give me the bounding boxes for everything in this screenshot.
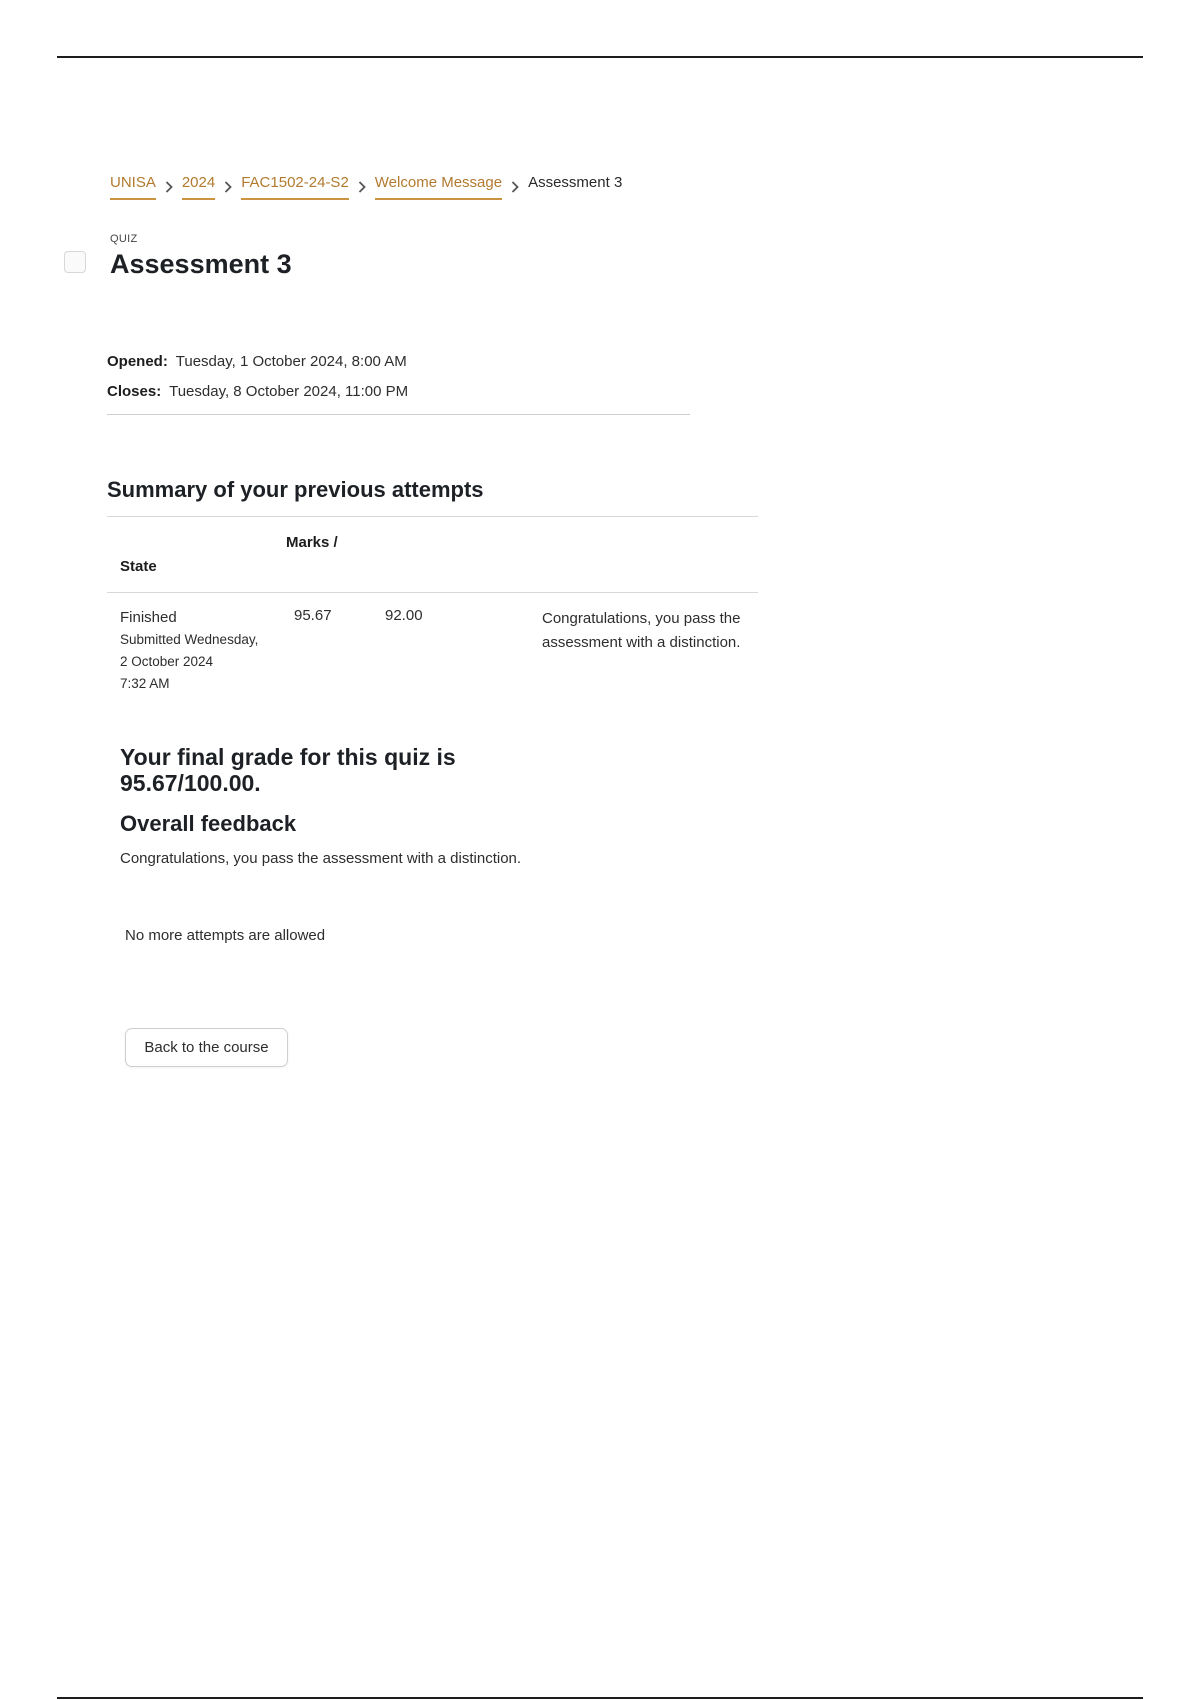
breadcrumb-link-course[interactable]: FAC1502-24-S2 (241, 174, 349, 200)
page-title: Assessment 3 (110, 249, 292, 279)
breadcrumb-link-welcome[interactable]: Welcome Message (375, 174, 502, 200)
attempt-submitted-line: Submitted Wednesday, (120, 632, 259, 647)
attempt-state: Finished (120, 609, 177, 626)
no-attempts-message: No more attempts are allowed (125, 927, 326, 944)
breadcrumb-link-year[interactable]: 2024 (182, 174, 215, 200)
opened-label: Opened: (107, 353, 168, 370)
page-bottom-rule (57, 1697, 1143, 1699)
attempt-marks: 95.67 (294, 607, 332, 624)
completion-checkbox[interactable] (64, 251, 86, 273)
opened-value: Tuesday, 1 October 2024, 8:00 AM (175, 353, 407, 370)
overall-feedback-title: Overall feedback (120, 811, 297, 836)
closes-value: Tuesday, 8 October 2024, 11:00 PM (169, 383, 409, 400)
closes-label: Closes: (107, 383, 162, 400)
table-header-rule (107, 592, 758, 593)
attempt-submitted-date: 2 October 2024 (120, 654, 214, 669)
dates-divider (107, 414, 690, 415)
back-to-course-button[interactable]: Back to the course (125, 1028, 288, 1067)
overall-feedback-text: Congratulations, you pass the assessment with a distinction. (120, 850, 522, 867)
summary-title: Summary of your previous attempts (107, 477, 484, 502)
breadcrumb-current: Assessment 3 (528, 174, 623, 191)
final-grade-text: Your final grade for this quiz is (120, 744, 456, 770)
attempt-feedback: Congratulations, you pass the assessment with a distinction. (542, 610, 741, 651)
breadcrumb (110, 174, 622, 200)
quiz-dates (107, 352, 690, 412)
opened-row (107, 352, 690, 382)
chevron-right-icon (502, 178, 528, 196)
final-grade (120, 744, 480, 796)
attempt-grade: 92.00 (385, 607, 423, 624)
module-type-label: QUIZ (110, 233, 138, 245)
chevron-right-icon (215, 178, 241, 196)
attempt-submitted-time: 7:32 AM (120, 676, 170, 691)
table-top-rule (107, 516, 758, 517)
chevron-right-icon (349, 178, 375, 196)
final-grade-value: 95.67/100.00. (120, 770, 261, 796)
page-top-rule (57, 56, 1143, 58)
chevron-right-icon (156, 178, 182, 196)
column-header-marks: Marks / (286, 534, 338, 551)
closes-row (107, 382, 690, 412)
column-header-state: State (120, 558, 157, 575)
breadcrumb-link-unisa[interactable]: UNISA (110, 174, 156, 200)
